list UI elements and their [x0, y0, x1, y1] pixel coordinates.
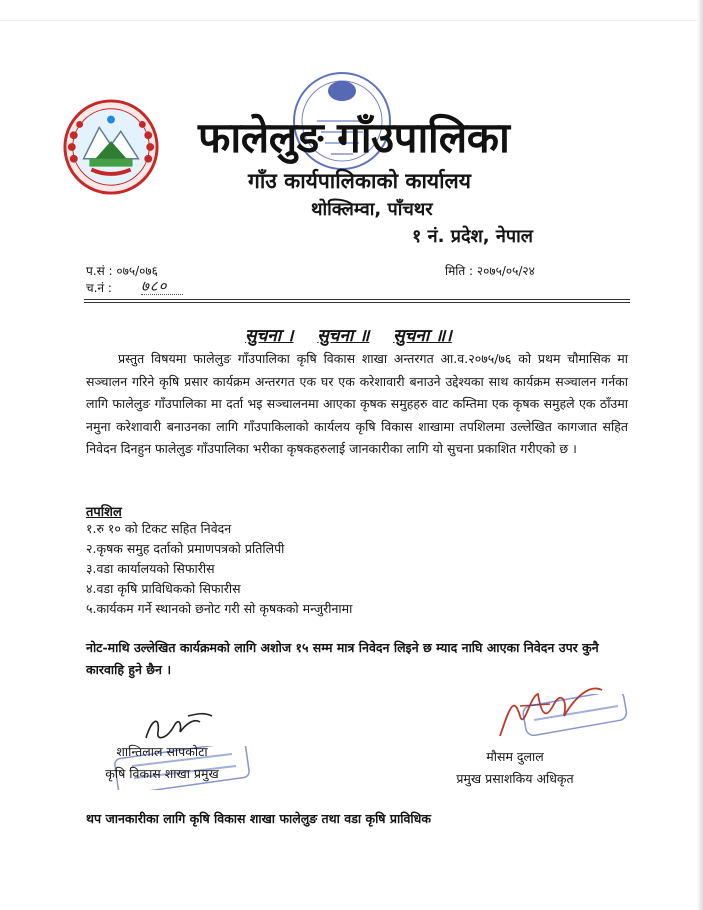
notice-heading-2: सुचना ॥: [317, 326, 370, 346]
province-line: १ नं. प्रदेश, नेपाल: [412, 226, 533, 247]
details-heading: तपशिल: [86, 505, 122, 520]
page-right-edge: [697, 0, 703, 910]
dispatch-label: च.नं :: [86, 281, 112, 295]
list-item: १.रु १० को टिकट सहित निवेदन: [86, 521, 232, 536]
details-list: [86, 519, 352, 619]
left-signatory-title: कृषि विकास शाखा प्रमुख: [105, 766, 219, 781]
header-divider: [84, 299, 630, 300]
right-office-stamp-icon: [520, 694, 630, 736]
office-address: थोक्लिम्वा, पाँचथर: [311, 199, 433, 220]
left-signatory-name: शान्तिलाल सापकोटा: [116, 744, 208, 759]
notice-heading: [245, 323, 452, 346]
list-item: ४.वडा कृषि प्राविधिकको सिफारीस: [86, 581, 241, 596]
dispatch-underline: [141, 294, 183, 295]
notice-heading-1: सुचना ।: [245, 326, 294, 346]
right-signatory-name: मौसम दुलाल: [486, 749, 544, 764]
office-title: गाँउ कार्यपालिकाको कार्यालय: [248, 169, 471, 193]
note-paragraph: नोट-माथि उल्लेखित कार्यक्रमको लागि अशोज १५ सम्म मात्र निवेदन लिइने छ म्याद नाघि आएका निवेदन उपर कुनै कारवाहि हुने छैन ।: [86, 640, 599, 677]
reference-number: प.सं : ०७५/०७६: [86, 264, 158, 278]
dispatch-number: ७८०: [141, 277, 168, 295]
footer-contact: थप जानकारीका लागि कृषि विकास शाखा फालेलुङ तथा वडा कृषि प्राविधिक: [86, 811, 431, 826]
org-title: फालेलुङ गाँउपालिका: [198, 113, 510, 162]
list-item: २.कृषक समुह दर्ताको प्रमाणपत्रको प्रतिलिपी: [86, 541, 285, 556]
notice-body: प्रस्तुत विषयमा फालेलुङ गाँउपालिका कृषि विकास शाखा अन्तरगत आ.व.२०७५/७६ को प्रथम चौमासिक मा सञ्चालन गरिने कृषि प्रसार कार्यक्रम अन्तरगत एक घर एक करेशावारी बनाउने उद्देश्यका साथ कार्यक्रम सञ्चालन गर्नका लागि फालेलुङ गाँउपालिका मा दर्ता भइ सञ्चालनमा आएका कृषक समुहहरु वाट कम्तिमा एक कृषक समुहले एक ठाँउमा नमुना करेशावारी बनाउनका लागि गाँउपाकिलाको कार्यलय कृषि विकास शाखामा तपशिलमा उल्लेखित कागजात सहित निवेदन दिनहुन फालेलुङ गाँउपालिका भरीका कृषकहरुलाई जानकारीका लागि यो सुचना प्रकाशित गरीएको छ ।: [86, 351, 628, 456]
header-divider-double: [84, 302, 630, 303]
left-signature-icon: [138, 708, 218, 748]
list-item: ५.कार्यकम गर्ने स्थानको छनोट गरी सो कृषकको मन्जुरीनामा: [86, 601, 353, 616]
notice-heading-3: सुचना ॥।: [393, 326, 452, 346]
right-signatory-title: प्रमुख प्रसाशकिय अधिकृत: [456, 771, 574, 786]
letter-date: मिति : २०७५/०५/२४: [445, 264, 535, 278]
list-item: ३.वडा कार्यालयको सिफारीस: [86, 561, 215, 576]
page-top-edge: [0, 20, 703, 21]
nepal-emblem-icon: [62, 98, 160, 196]
